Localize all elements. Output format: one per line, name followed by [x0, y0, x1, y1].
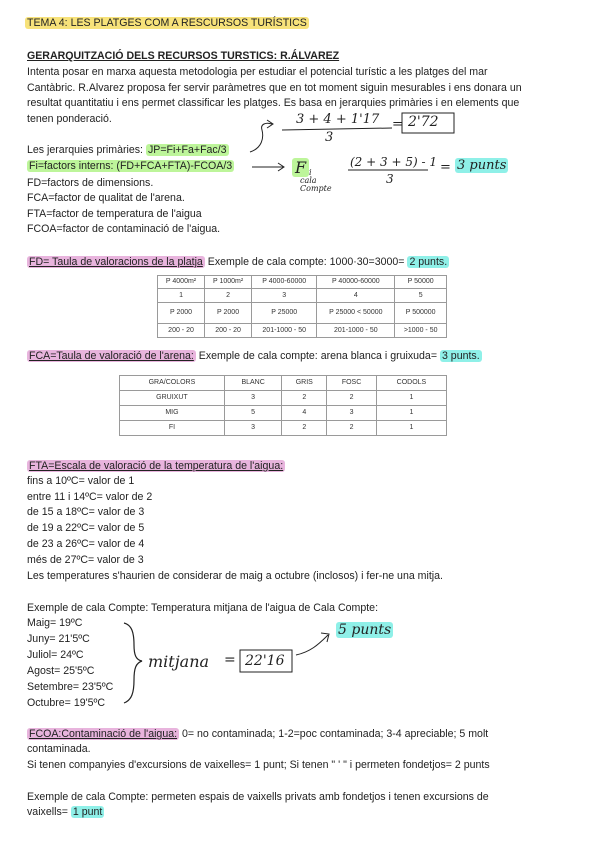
definition-fca: FCA=factor de qualitat de l'arena.	[27, 192, 185, 204]
table-row	[158, 303, 447, 324]
fd-result: 2 punts.	[409, 256, 448, 268]
hand-mitjana-result-wrap	[336, 622, 393, 638]
table-cell: P 4000m²	[158, 276, 205, 289]
table-cell: P 500000	[395, 303, 447, 324]
intro-line-1: Intenta posar en marxa aquesta metodologia per estudiar el potencial turístic a les platges del mar	[27, 66, 488, 78]
table-cell: 4	[317, 289, 395, 303]
table-cell: P 2000	[205, 303, 252, 324]
intro-line-2: Cantàbric. R.Alvarez proposa fer servir paràmetres que en tot moment siguin mesurables i ens donara un	[27, 82, 522, 94]
hand-fi-numerator: (2 + 3 + 5) - 1	[350, 155, 437, 169]
fta-scale-4: de 19 a 22ºC= valor de 5	[27, 522, 145, 534]
page-title-text: TEMA 4: LES PLATGES COM A RESCURSOS TURÍSTICS	[27, 17, 307, 29]
table-cell: 2	[327, 391, 377, 406]
table-cell: FI	[120, 421, 225, 436]
fca-line	[27, 349, 482, 363]
section-heading: GERARQUITZACIÓ DELS RECURSOS TURSTICS: R.ÁLVAREZ	[27, 50, 340, 62]
table-cell: 201-1000 - 50	[252, 324, 317, 338]
table-cell: 5	[224, 406, 282, 421]
fd-example: Exemple de cala compte: 1000·30=3000=	[204, 256, 405, 268]
table-cell: 5	[395, 289, 447, 303]
table-cell: 1	[376, 421, 446, 436]
intro-line-4: tenen ponderació.	[27, 113, 112, 125]
hand-fi-label	[292, 158, 309, 177]
table-cell: BLANC	[224, 376, 282, 391]
table-cell: 3	[224, 391, 282, 406]
fd-line	[27, 255, 449, 269]
fcoa-line	[27, 727, 488, 741]
hand-mitjana-value: 22'16	[245, 653, 285, 669]
hand-fi-sub-3: Compte	[300, 184, 332, 193]
fta-scale-2: entre 11 i 14ºC= valor de 2	[27, 491, 153, 503]
fca-example: Exemple de cala compte: arena blanca i gruixuda=	[195, 350, 438, 362]
fta-month-4: Agost= 25'5ºC	[27, 665, 95, 677]
fcoa-text-2: contaminada.	[27, 743, 91, 755]
definition-fd: FD=factors de dimensions.	[27, 177, 154, 189]
table-cell: 3	[327, 406, 377, 421]
table-row	[158, 324, 447, 338]
table-cell: 1	[376, 406, 446, 421]
fta-scale-1: fins a 10ºC= valor de 1	[27, 475, 135, 487]
hand-fi-sub-2: cala	[300, 176, 317, 185]
table-cell: 1	[158, 289, 205, 303]
hand-mitjana-result: 5 punts	[338, 622, 392, 638]
definition-fcoa: FCOA=factor de contaminació de l'aigua.	[27, 223, 221, 235]
fi-formula: Fi=factors interns: (FD+FCA+FTA)-FCOA/3	[29, 160, 233, 172]
fta-example-title: Exemple de cala Compte: Temperatura mitjana de l'aigua de Cala Compte:	[27, 602, 379, 614]
fta-scale-3: de 15 a 18ºC= valor de 3	[27, 506, 145, 518]
fta-note: Les temperatures s'haurien de considerar de maig a octubre (inclosos) i fer-ne una mitja.	[27, 570, 443, 582]
table-cell: 200 - 20	[205, 324, 252, 338]
table-cell: P 25000 < 50000	[317, 303, 395, 324]
primaries-formula: JP=Fi+Fa+Fac/3	[147, 144, 227, 156]
table-cell: P 4000-60000	[252, 276, 317, 289]
hand-jp-denominator: 3	[325, 130, 334, 145]
table-cell: GRIS	[282, 376, 327, 391]
table-cell: GRUIXUT	[120, 391, 225, 406]
fta-month-6: Octubre= 19'5ºC	[27, 697, 106, 709]
fd-label: FD= Taula de valoracions de la platja	[29, 256, 203, 268]
table-cell: P 2000	[158, 303, 205, 324]
fta-month-2: Juny= 21'5ºC	[27, 633, 90, 645]
fta-line	[27, 459, 285, 473]
hand-fi-result-wrap	[455, 158, 508, 173]
table-cell: P 50000	[395, 276, 447, 289]
table-cell: 4	[282, 406, 327, 421]
table-row	[120, 421, 447, 436]
table-cell: 2	[282, 391, 327, 406]
table-cell: 200 - 20	[158, 324, 205, 338]
fca-label: FCA=Taula de valoració de l'arena:	[29, 350, 194, 362]
fcoa-example-2-line	[27, 805, 104, 819]
fta-label: FTA=Escala de valoració de la temperatura de l'aigua:	[29, 460, 284, 472]
fca-table	[119, 375, 447, 436]
fd-table	[157, 275, 447, 338]
fca-result: 3 punts.	[441, 350, 480, 362]
fcoa-example-2: vaixells=	[27, 806, 68, 818]
table-row	[158, 289, 447, 303]
fcoa-text-3: Si tenen companyies d'excursions de vaixelles= 1 punt; Si tenen " ' " i permeten fondetjos= 2 punts	[27, 759, 490, 771]
intro-line-3: resultat quantitatiu i ens permet classificar les platges. Es basa en jerarquies primàries i en elements que	[27, 97, 520, 109]
hand-mitjana-equals: =	[224, 652, 236, 668]
hand-fi-denominator: 3	[386, 172, 394, 186]
fta-month-1: Maig= 19ºC	[27, 617, 83, 629]
table-row	[120, 406, 447, 421]
fcoa-result: 1 punt	[72, 806, 103, 818]
table-row	[120, 376, 447, 391]
definition-fta: FTA=factor de temperatura de l'aigua	[27, 208, 202, 220]
table-cell: P 1000m²	[205, 276, 252, 289]
fta-month-3: Juliol= 24ºC	[27, 649, 84, 661]
hand-fi-equals: =	[440, 160, 451, 175]
table-cell: P 25000	[252, 303, 317, 324]
fta-scale-5: de 23 a 26ºC= valor de 4	[27, 538, 145, 550]
table-cell: GRA/COLORS	[120, 376, 225, 391]
table-cell: CODOLS	[376, 376, 446, 391]
hand-fi-result: 3 punts	[457, 158, 507, 173]
table-cell: 2	[327, 421, 377, 436]
table-cell: 1	[376, 391, 446, 406]
table-cell: 3	[252, 289, 317, 303]
fta-month-5: Setembre= 23'5ºC	[27, 681, 114, 693]
table-cell: MIG	[120, 406, 225, 421]
table-cell: P 40000-60000	[317, 276, 395, 289]
fta-scale-6: més de 27ºC= valor de 3	[27, 554, 144, 566]
hand-fi-letter: F	[292, 158, 309, 177]
table-cell: FOSC	[327, 376, 377, 391]
table-row	[158, 276, 447, 289]
table-cell: 2	[205, 289, 252, 303]
fcoa-text-1: 0= no contaminada; 1-2=poc contaminada; 3-4 apreciable; 5 molt	[179, 728, 489, 740]
table-cell: 201-1000 - 50	[317, 324, 395, 338]
primaries-label: Les jerarquies primàries:	[27, 144, 143, 156]
hand-jp-result: 2'72	[408, 114, 439, 130]
hand-jp-equals: =	[392, 117, 403, 132]
fcoa-label: FCOA:Contaminació de l'aigua:	[29, 728, 178, 740]
table-cell: >1000 - 50	[395, 324, 447, 338]
hand-fi-sub-1: i	[309, 168, 312, 177]
table-cell: 3	[224, 421, 282, 436]
hand-jp-numerator: 3 + 4 + 1'17	[296, 112, 380, 127]
hand-mitjana-label: mitjana	[148, 652, 210, 671]
fcoa-example-1: Exemple de cala Compte: permeten espais de vaixells privats amb fondetjos i tenen excursions de	[27, 791, 489, 803]
table-cell: 2	[282, 421, 327, 436]
table-row	[120, 391, 447, 406]
